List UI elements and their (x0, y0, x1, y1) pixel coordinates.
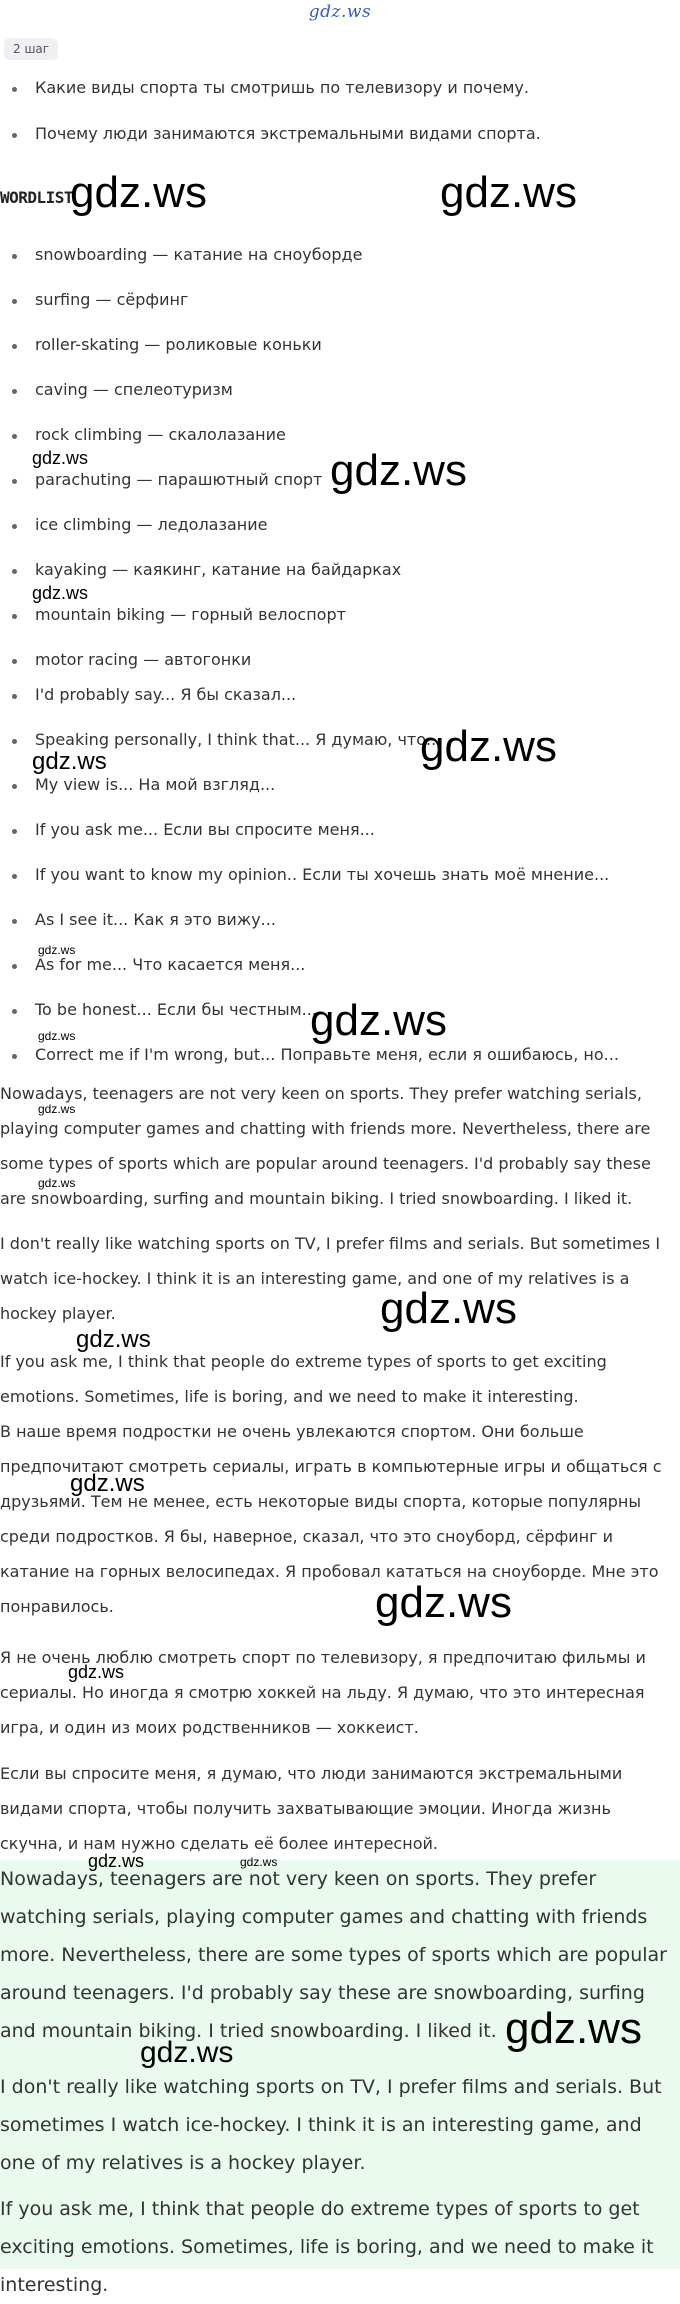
watermark: gdz.ws (420, 722, 557, 771)
watermark: gdz.ws (68, 1662, 125, 1682)
wordlist-item: As for me... Что касается меня... (35, 955, 306, 974)
wordlist-item: snowboarding — катание на сноуборде (35, 245, 363, 264)
site-logo: gdz.ws (308, 2, 372, 22)
watermark: gdz.ws (240, 1855, 278, 1869)
watermark: gdz.ws (38, 1029, 76, 1043)
watermark: gdz.ws (70, 1470, 145, 1497)
watermark: gdz.ws (70, 168, 207, 217)
watermark: gdz.ws (140, 2036, 234, 2069)
watermark: gdz.ws (38, 1102, 76, 1116)
answer-paragraph-en: If you ask me, I think that people do extreme types of sports to get exciting emotions. Sometimes, life is boring, and we need to make it interesting. (0, 1352, 607, 1406)
watermark: gdz.ws (76, 1326, 151, 1353)
wordlist-item: ice climbing — ледолазание (35, 515, 268, 534)
watermark: gdz.ws (330, 446, 467, 495)
answer-paragraph-ru: Я не очень люблю смотреть спорт по телевизору, я предпочитаю фильмы и сериалы. Но иногда я смотрю хоккей на льду. Я думаю, что это интересная игра, и один из моих родственников — хоккеист. (0, 1648, 646, 1737)
wordlist-item: Correct me if I'm wrong, but... Поправьте меня, если я ошибаюсь, но... (35, 1045, 619, 1064)
watermark: gdz.ws (310, 996, 447, 1045)
answer-paragraph-en: I don't really like watching sports on TV, I prefer films and serials. But sometimes I watch ice-hockey. I think it is an interesting game, and one of my relatives is a hockey player. (0, 1234, 661, 1323)
answer-paragraph: If you ask me, I think that people do extreme types of sports to get exciting emotions. Sometimes, life is boring, and we need to make it interesting. (0, 2198, 654, 2296)
answer-paragraph-ru: В наше время подростки не очень увлекаются спортом. Они больше предпочитают смотреть сериалы, играть в компьютерные игры и общаться с друзьями. Тем не менее, есть некоторые виды спорта, которые популярны среди подростков. Я бы, наверное, сказал, что это сноуборд, сёрфинг и катание на горных велосипедах. Я пробовал кататься на сноуборде. Мне это понравилось. (0, 1422, 662, 1616)
answer-paragraph: I don't really like watching sports on TV, I prefer films and serials. But sometimes I watch ice-hockey. I think it is an interesting game, and one of my relatives is a hockey player. (0, 2076, 662, 2174)
answer-paragraph-ru: Если вы спросите меня, я думаю, что люди занимаются экстремальными видами спорта, чтобы получить захватывающие эмоции. Иногда жизнь скучна, и нам нужно сделать её более интересной. (0, 1764, 623, 1853)
watermark: gdz.ws (32, 748, 107, 775)
wordlist-item: My view is... На мой взгляд... (35, 775, 276, 794)
wordlist-title: WORDLIST (0, 188, 74, 207)
wordlist-item: roller-skating — роликовые коньки (35, 335, 322, 354)
watermark: gdz.ws (375, 1578, 512, 1627)
watermark: gdz.ws (38, 943, 76, 957)
watermark: gdz.ws (380, 1284, 517, 1333)
wordlist-item: rock climbing — скалолазание (35, 425, 286, 444)
wordlist-item: As I see it... Как я это вижу... (35, 910, 276, 929)
watermark: gdz.ws (88, 1851, 145, 1871)
watermark: gdz.ws (32, 448, 89, 468)
question-item: Почему люди занимаются экстремальными видами спорта. (35, 124, 541, 143)
wordlist-item: kayaking — каякинг, катание на байдарках (35, 560, 402, 579)
watermark: gdz.ws (440, 168, 577, 217)
watermark: gdz.ws (38, 1176, 76, 1190)
answer-paragraph-en: Nowadays, teenagers are not very keen on sports. They prefer watching serials, playing computer games and chatting with friends more. Nevertheless, there are some types of sports which are popular around teenagers. I'd probably say these are snowboarding, surfing and mountain biking. I tried snowboarding. I liked it. (0, 1084, 651, 1208)
watermark: gdz.ws (505, 2004, 642, 2053)
wordlist-item: mountain biking — горный велоспорт (35, 605, 346, 624)
wordlist-item: Speaking personally, I think that... Я думаю, что... (35, 730, 442, 749)
question-item: Какие виды спорта ты смотришь по телевизору и почему. (35, 78, 529, 97)
wordlist-item: motor racing — автогонки (35, 650, 252, 669)
wordlist-item: I'd probably say... Я бы сказал... (35, 685, 297, 704)
wordlist-item: If you want to know my opinion.. Если ты хочешь знать моё мнение... (35, 865, 610, 884)
wordlist-item: surfing — сёрфинг (35, 290, 189, 309)
wordlist-item: If you ask me... Если вы спросите меня... (35, 820, 375, 839)
wordlist-item: caving — спелеотуризм (35, 380, 233, 399)
answer-paragraph: Nowadays, teenagers are not very keen on sports. They prefer watching serials, playing computer games and chatting with friends more. Nevertheless, there are some types of sports which are popular around teenagers. I'd probably say these are snowboarding, surfing and mountain biking. I tried snowboarding. I liked it. (0, 1868, 667, 2042)
wordlist-item: To be honest... Если бы честным... (35, 1000, 317, 1019)
answer-block (0, 1860, 680, 2296)
watermark: gdz.ws (32, 583, 89, 603)
wordlist-item: parachuting — парашютный спорт (35, 470, 323, 489)
step-badge: 2 шаг (4, 38, 58, 60)
